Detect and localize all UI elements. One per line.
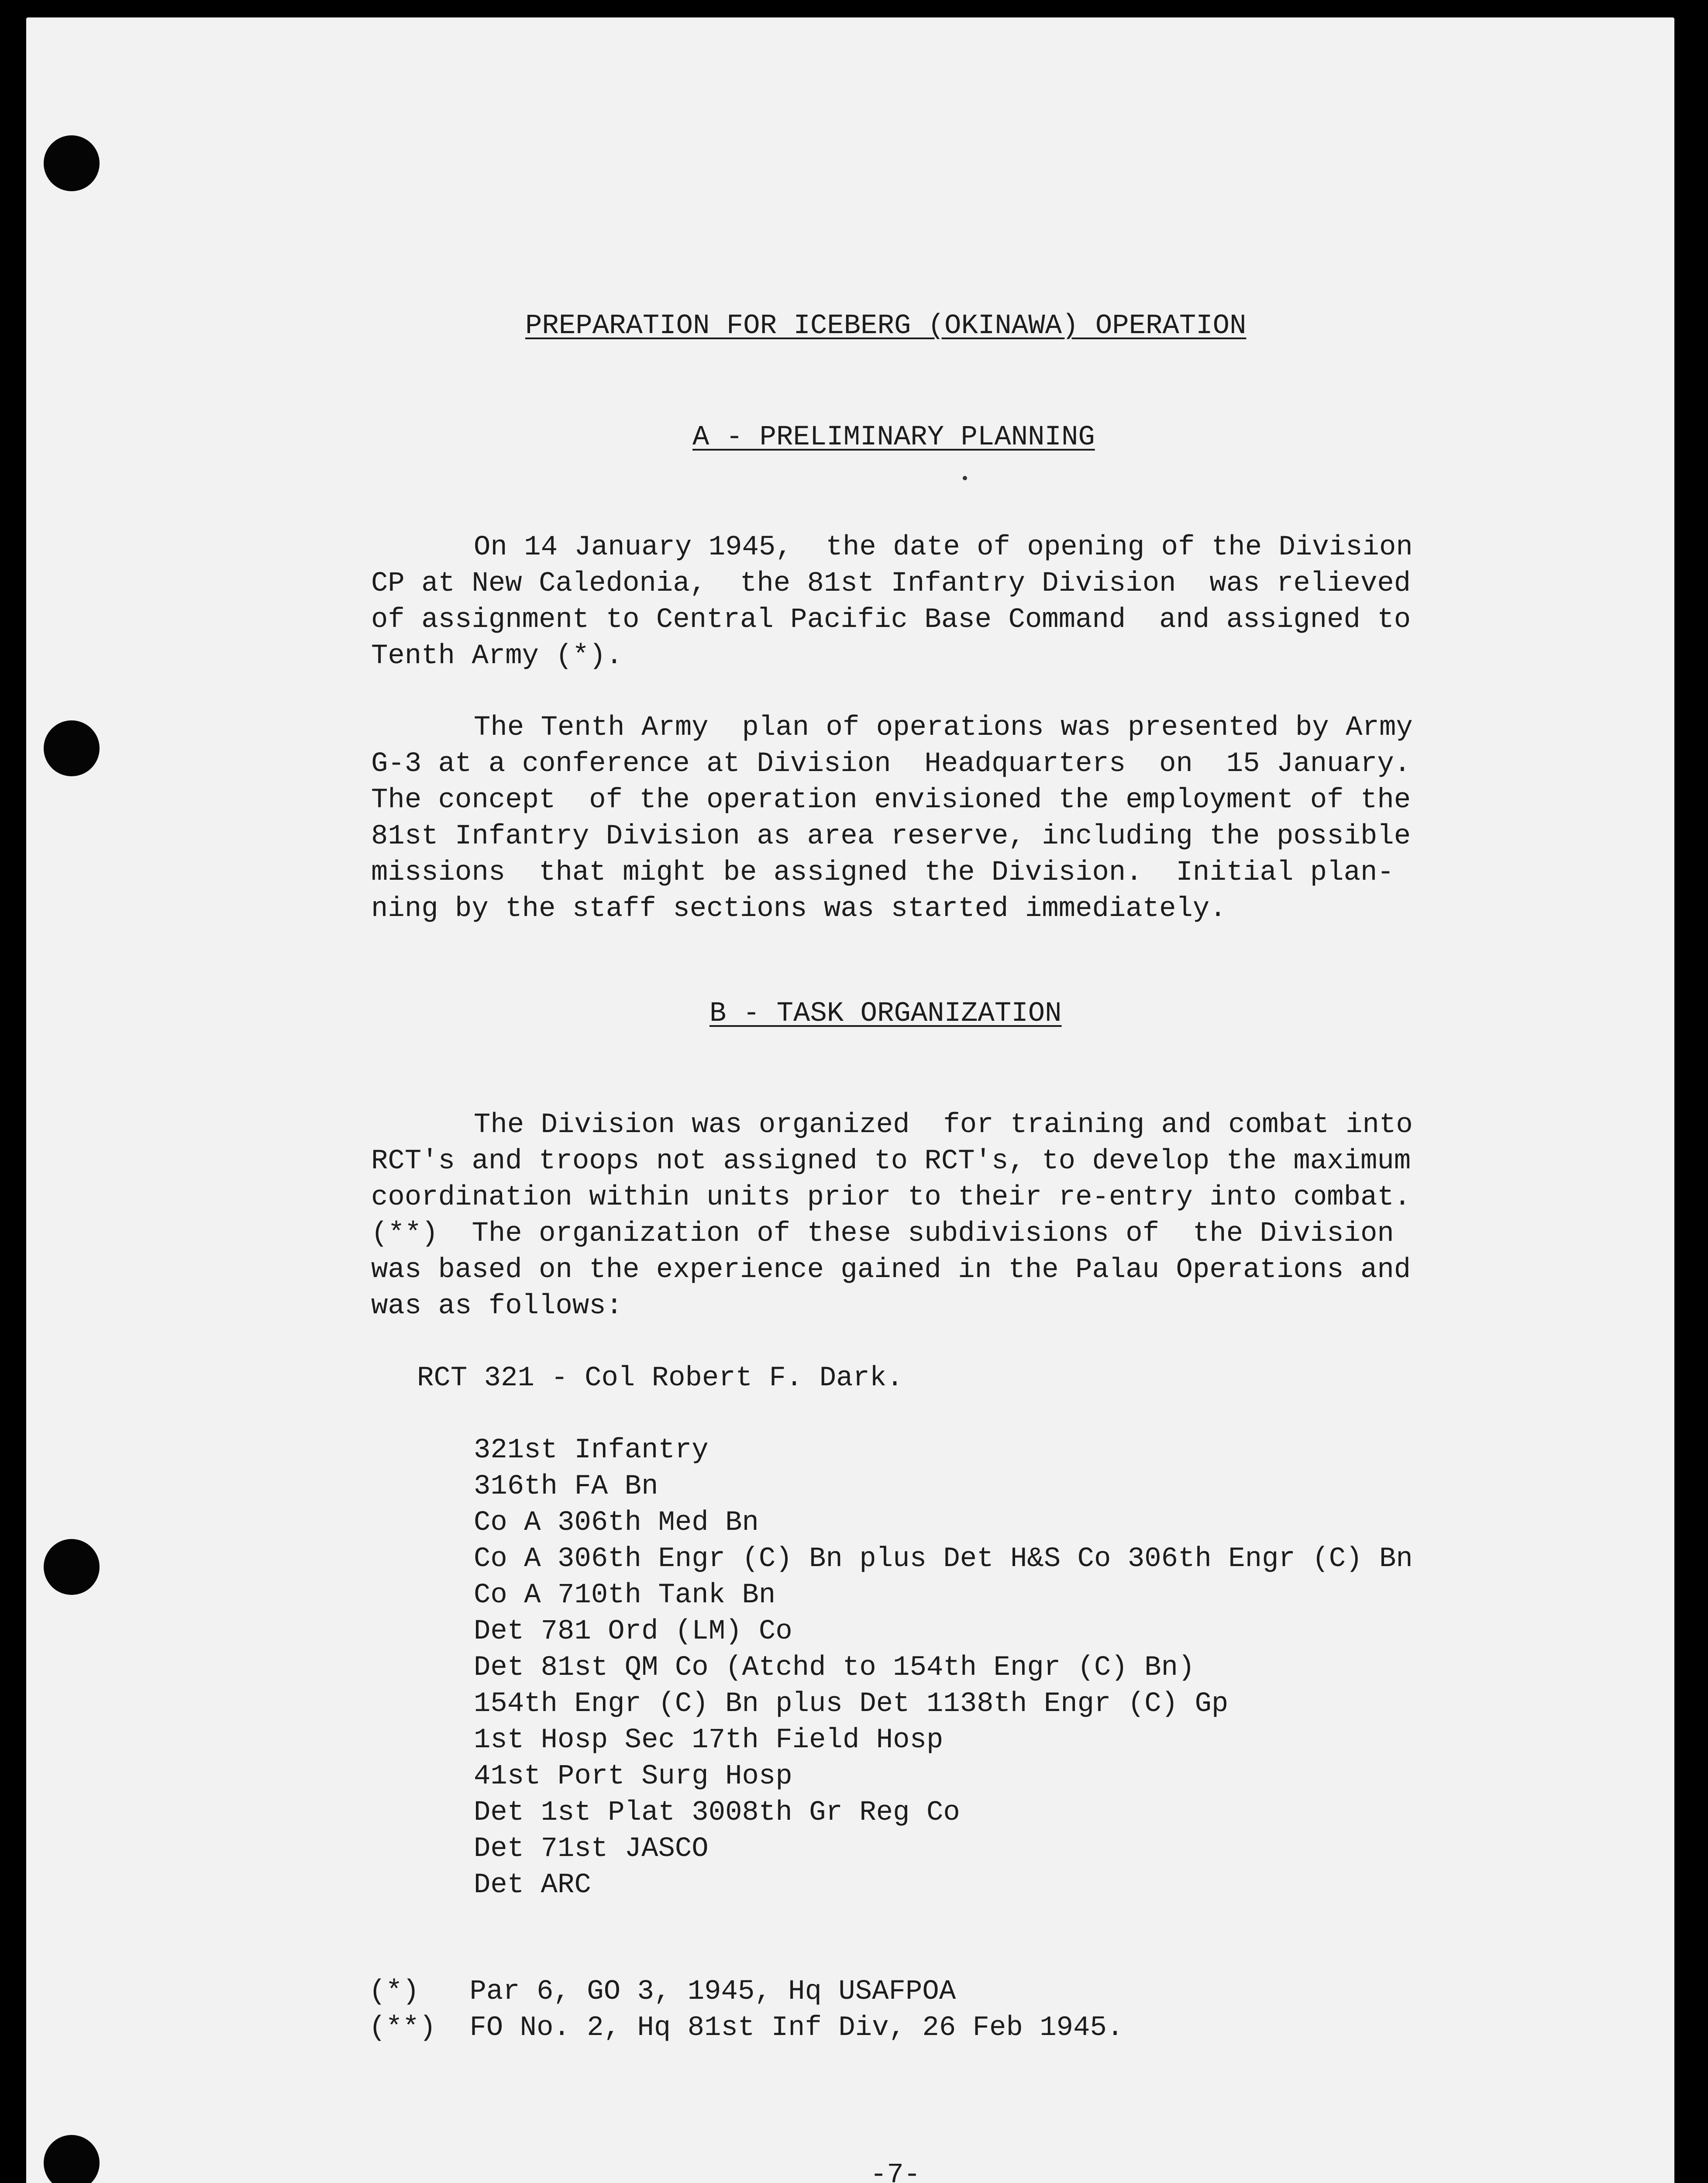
list-item: 154th Engr (C) Bn plus Det 1138th Engr (C) Gp — [474, 1688, 1229, 1720]
footnote: (**) FO No. 2, Hq 81st Inf Div, 26 Feb 1945. — [369, 2012, 1124, 2044]
paragraph-line: missions that might be assigned the Division. Initial plan- — [371, 857, 1394, 888]
punch-hole — [44, 720, 100, 776]
list-item: 1st Hosp Sec 17th Field Hosp — [474, 1725, 944, 1756]
paragraph-line: RCT's and troops not assigned to RCT's, to develop the maximum — [371, 1146, 1411, 1177]
ink-speck — [963, 476, 967, 480]
paragraph-line: of assignment to Central Pacific Base Command and assigned to — [371, 604, 1411, 636]
list-item: 321st Infantry — [474, 1435, 709, 1466]
punch-hole — [44, 1539, 100, 1595]
paragraph-line: was as follows: — [371, 1291, 623, 1322]
punch-hole — [44, 135, 100, 191]
list-item: Det 1st Plat 3008th Gr Reg Co — [474, 1797, 960, 1828]
list-item: Det 781 Ord (LM) Co — [474, 1616, 792, 1647]
paragraph-line: On 14 January 1945, the date of opening of the Division — [474, 532, 1413, 563]
paragraph-line: coordination within units prior to their re-entry into combat. — [371, 1182, 1411, 1213]
paragraph-line: (**) The organization of these subdivisions of the Division — [371, 1218, 1394, 1250]
page-number: -7- — [870, 2159, 921, 2183]
list-item: Co A 306th Engr (C) Bn plus Det H&S Co 306th Engr (C) Bn — [474, 1543, 1413, 1575]
paragraph-line: Tenth Army (*). — [371, 640, 623, 672]
section-b-heading: B - TASK ORGANIZATION — [709, 998, 1062, 1030]
paragraph-line: ning by the staff sections was started immediately. — [371, 893, 1226, 925]
list-item: Det ARC — [474, 1870, 591, 1901]
list-item: Co A 306th Med Bn — [474, 1507, 759, 1539]
paragraph-line: CP at New Caledonia, the 81st Infantry Division was relieved — [371, 568, 1411, 599]
list-item: 41st Port Surg Hosp — [474, 1761, 792, 1792]
rct-heading: RCT 321 - Col Robert F. Dark. — [417, 1363, 903, 1394]
list-item: Det 71st JASCO — [474, 1833, 709, 1865]
page-title: PREPARATION FOR ICEBERG (OKINAWA) OPERATION — [525, 310, 1247, 342]
paragraph-line: The concept of the operation envisioned the employment of the — [371, 785, 1411, 816]
footnote: (*) Par 6, GO 3, 1945, Hq USAFPOA — [369, 1976, 956, 2007]
list-item: 316th FA Bn — [474, 1471, 658, 1502]
paragraph-line: 81st Infantry Division as area reserve, including the possible — [371, 821, 1411, 852]
paragraph-line: The Tenth Army plan of operations was presented by Army — [474, 712, 1413, 744]
section-a-heading: A - PRELIMINARY PLANNING — [692, 422, 1095, 453]
paragraph-line: was based on the experience gained in the Palau Operations and — [371, 1254, 1411, 1286]
list-item: Det 81st QM Co (Atchd to 154th Engr (C) Bn) — [474, 1652, 1195, 1684]
document-page — [26, 17, 1674, 2183]
paragraph-line: The Division was organized for training and combat into — [474, 1109, 1413, 1141]
paragraph-line: G-3 at a conference at Division Headquarters on 15 January. — [371, 748, 1411, 780]
list-item: Co A 710th Tank Bn — [474, 1580, 776, 1611]
